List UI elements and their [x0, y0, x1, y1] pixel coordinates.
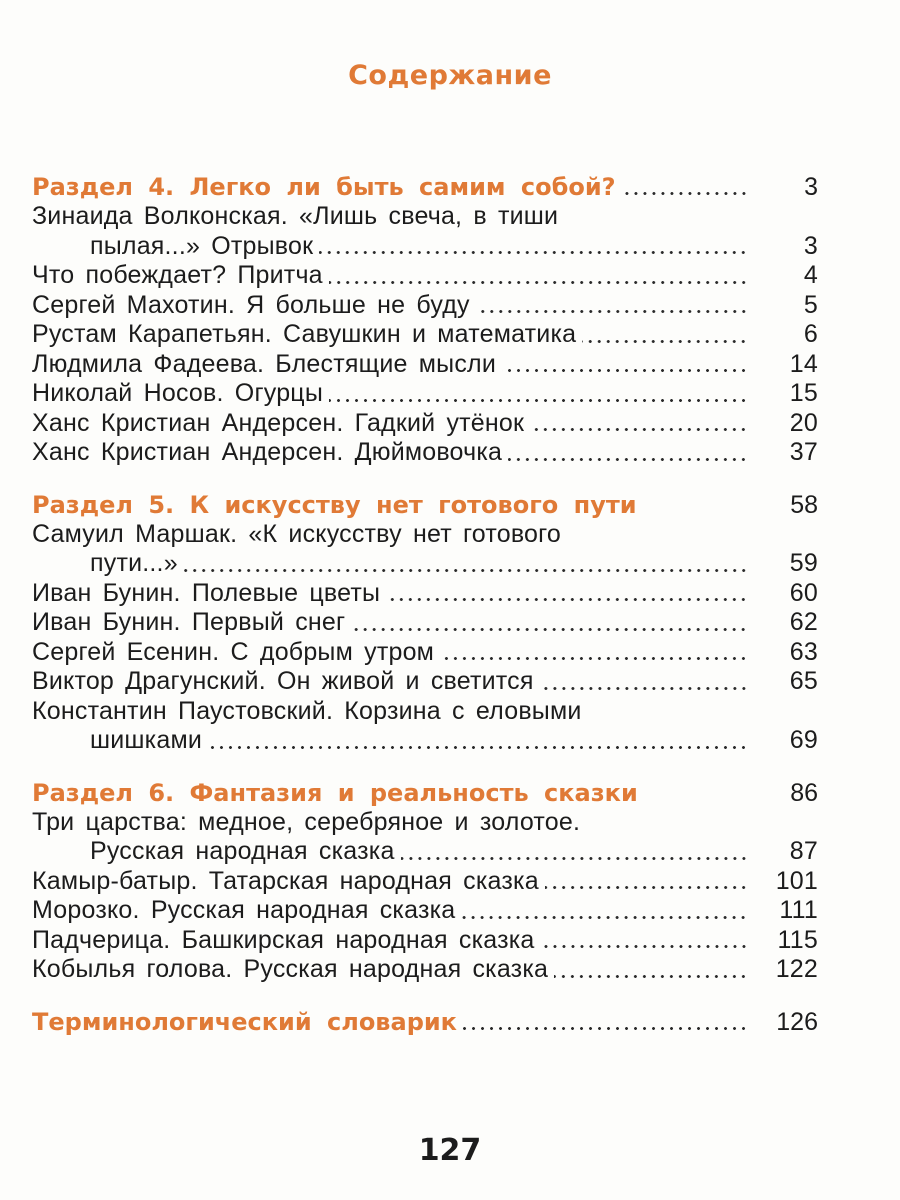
leader-dots [208, 746, 748, 749]
entry-title-cont: Русская народная сказка [90, 837, 395, 865]
leader-dots [329, 281, 748, 284]
entry-title: Людмила Фадеева. Блестящие мысли [32, 349, 496, 378]
entry-title: Кобылья голова. Русская народная сказка [32, 955, 549, 983]
page-ref: 6 [803, 320, 818, 348]
entry-title: Константин Паустовский. Корзина с еловыми [32, 696, 582, 725]
entry-title: Падчерица. Башкирская народная сказка [32, 925, 535, 954]
toc-entry[interactable] [32, 955, 818, 985]
glossary-heading-text: Терминологический словарик [32, 1007, 457, 1036]
leader-dots [540, 687, 748, 690]
section-heading-text: Раздел 4. Легко ли быть самим собой? [32, 173, 616, 201]
toc-entry[interactable] [32, 320, 818, 350]
page-ref: 87 [789, 837, 818, 865]
toc-entry[interactable] [32, 520, 818, 579]
leader-dots [329, 399, 748, 402]
leader-dots [184, 569, 748, 572]
entry-title: Три царства: медное, серебряное и золотое. [32, 807, 581, 836]
section-heading-text: Раздел 5. К искусству нет готового пути [32, 490, 637, 519]
page-ref: 4 [803, 261, 818, 289]
toc-entry[interactable] [32, 409, 818, 439]
entry-title: Иван Бунин. Первый снег [32, 608, 346, 636]
entry-title: Сергей Махотин. Я больше не буду [32, 290, 470, 319]
entry-title: Камыр-батыр. Татарская народная сказка [32, 866, 539, 895]
entry-title: Самуил Маршак. «К искусству нет готового [32, 519, 562, 548]
leader-dots [530, 428, 748, 431]
entry-title: Что побеждает? Притча [32, 261, 323, 289]
toc-entry[interactable] [32, 291, 818, 321]
page-ref: 15 [789, 379, 818, 407]
entry-title: Иван Бунин. Полевые цветы [32, 578, 381, 607]
page-ref: 65 [789, 667, 818, 695]
section-heading[interactable] [32, 172, 818, 202]
page-ref: 126 [776, 1007, 818, 1036]
page-ref: 62 [789, 608, 818, 636]
page-ref: 115 [777, 925, 818, 954]
page-ref: 3 [804, 173, 818, 201]
leader-dots [502, 369, 748, 372]
entry-title: Рустам Карапетьян. Савушкин и математика [32, 320, 577, 348]
toc-entry[interactable] [32, 350, 818, 380]
page-ref: 111 [779, 896, 818, 924]
page-ref: 5 [803, 290, 818, 319]
leader-dots [508, 458, 748, 461]
entry-title-cont: пути...» [90, 549, 178, 577]
toc-entry[interactable] [32, 638, 818, 668]
page-ref: 69 [789, 726, 818, 754]
entry-title-cont: пылая...» Отрывок [90, 231, 314, 260]
page-ref: 37 [789, 438, 818, 466]
entry-title-cont: шишками [90, 726, 203, 754]
entry-title: Ханс Кристиан Андерсен. Гадкий утёнок [32, 408, 525, 437]
toc-entry[interactable] [32, 608, 818, 638]
entry-title: Зинаида Волконская. «Лишь свеча, в тиши [32, 202, 559, 230]
leader-dots [319, 251, 748, 254]
section-4 [32, 172, 818, 468]
entry-title: Морозко. Русская народная сказка [32, 896, 456, 924]
toc-entry[interactable] [32, 379, 818, 409]
entry-title: Виктор Драгунский. Он живой и светится [32, 667, 534, 695]
page-ref: 59 [789, 549, 818, 577]
page-ref: 58 [790, 490, 818, 519]
section-6 [32, 778, 818, 985]
page-ref: 3 [803, 231, 818, 260]
section-heading[interactable] [32, 778, 818, 808]
toc-entry[interactable] [32, 579, 818, 609]
leader-dots [622, 192, 748, 195]
toc-entry[interactable] [32, 667, 818, 697]
leader-dots [582, 340, 748, 343]
toc-entry[interactable] [32, 808, 818, 867]
leader-dots [541, 945, 748, 948]
page-ref: 101 [775, 866, 818, 895]
leader-dots [554, 975, 748, 978]
entry-title: Николай Носов. Огурцы [32, 379, 323, 407]
section-heading[interactable] [32, 490, 818, 520]
leader-dots [463, 1027, 748, 1030]
toc-entry[interactable] [32, 438, 818, 468]
leader-dots [351, 628, 748, 631]
page-ref: 14 [789, 349, 818, 378]
page-number: 127 [418, 1133, 482, 1168]
section-heading-text: Раздел 6. Фантазия и реальность сказки [32, 778, 638, 807]
page-ref: 20 [789, 408, 818, 437]
entry-title: Ханс Кристиан Андерсен. Дюймовочка [32, 438, 503, 466]
page-title: Содержание [348, 60, 552, 91]
leader-dots [401, 857, 748, 860]
leader-dots [386, 598, 748, 601]
entry-title: Сергей Есенин. С добрым утром [32, 637, 435, 666]
toc-entry[interactable] [32, 926, 818, 956]
leader-dots [545, 886, 748, 889]
page-ref: 63 [789, 637, 818, 666]
toc-entry[interactable] [32, 867, 818, 897]
toc-entry[interactable] [32, 697, 818, 756]
toc-entry[interactable] [32, 202, 818, 261]
leader-dots [440, 657, 748, 660]
toc-entry[interactable] [32, 896, 818, 926]
page-ref: 122 [775, 955, 818, 983]
leader-dots [461, 916, 748, 919]
glossary [32, 1007, 818, 1037]
section-5 [32, 490, 818, 756]
leader-dots [476, 310, 748, 313]
table-of-contents [32, 172, 818, 1059]
glossary-heading[interactable] [32, 1007, 818, 1037]
page-ref: 86 [790, 778, 818, 807]
toc-entry[interactable] [32, 261, 818, 291]
page-ref: 60 [789, 578, 818, 607]
